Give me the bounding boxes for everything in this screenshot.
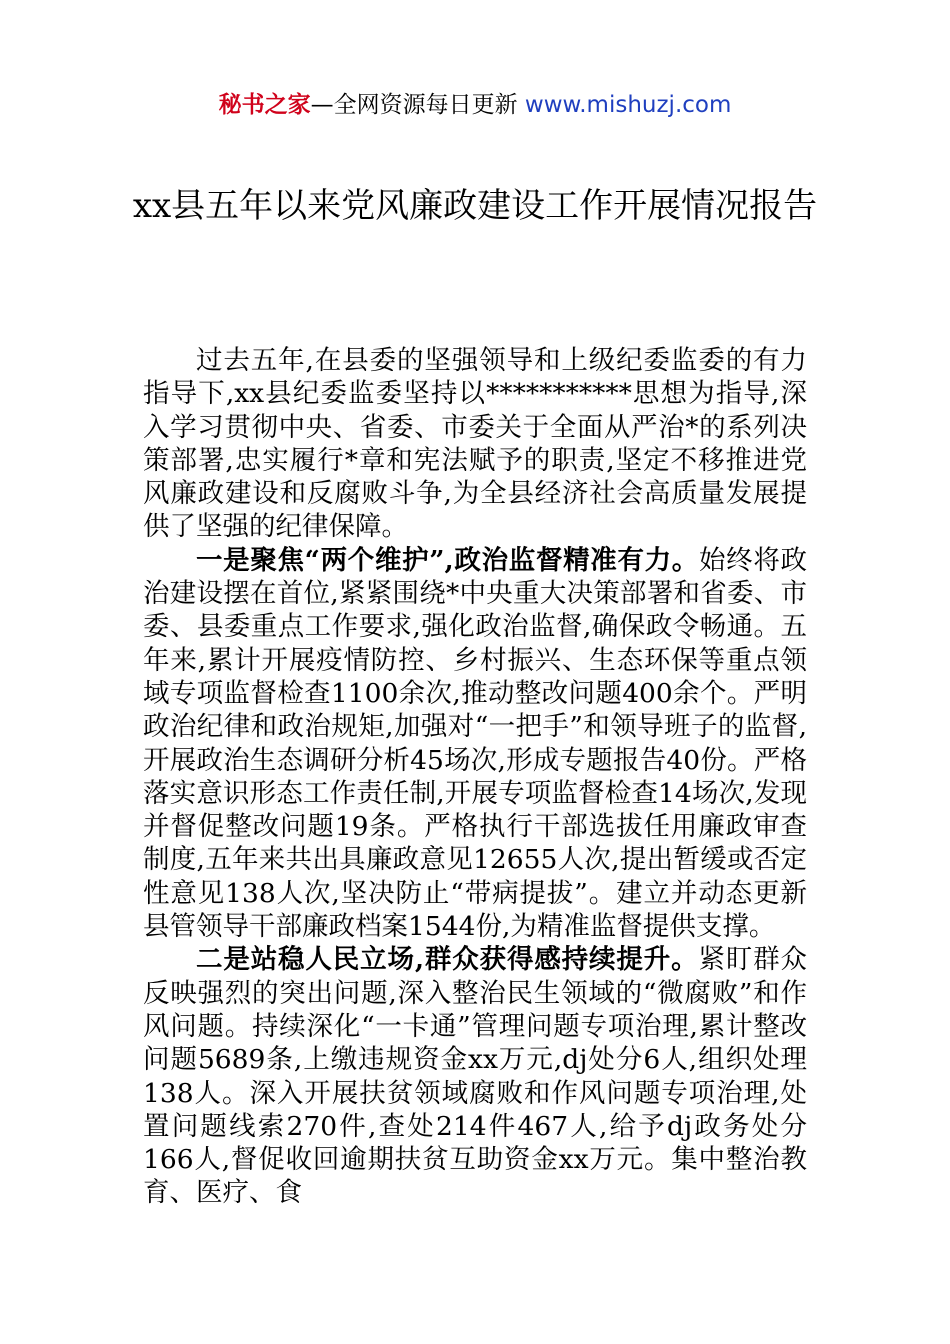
- site-header: [0, 90, 950, 120]
- brand-name: 秘书之家: [218, 92, 311, 118]
- paragraph-lead: 二是站稳人民立场,群众获得感持续提升。: [196, 944, 699, 976]
- paragraph-text: 过去五年,在县委的坚强领导和上级纪委监委的有力指导下,xx县纪委监委坚持以***********思想为指导,深入学习贯彻中央、省委、市委关于全面从严治*的系列决策部署,忠实履行*章和宪法赋予的职责,坚定不移推进党风廉政建设和反腐败斗争,为全县经济社会高质量发展提供了坚强的纪律保障。: [143, 345, 807, 543]
- paragraph-intro: [143, 344, 807, 544]
- paragraph-text: 始终将政治建设摆在首位,紧紧围绕*中央重大决策部署和省委、市委、县委重点工作要求,强化政治监督,确保政令畅通。五年来,累计开展疫情防控、乡村振兴、生态环保等重点领域专项监督检查1100余次,推动整改问题400余个。严明政治纪律和政治规矩,加强对“一把手”和领导班子的监督,开展政治生态调研分析45场次,形成专题报告40份。严格落实意识形态工作责任制,开展专项监督检查14场次,发现并督促整改问题19条。严格执行干部选拔任用廉政审查制度,五年来共出具廉政意见12655人次,提出暂缓或否定性意见138人次,坚决防止“带病提拔”。建立并动态更新县管领导干部廉政档案1544份,为精准监督提供支撑。: [143, 544, 807, 943]
- paragraph-text: 紧盯群众反映强烈的突出问题,深入整治民生领域的“微腐败”和作风问题。持续深化“一卡通”管理问题专项治理,累计整改问题5689条,上缴违规资金xx万元,dj处分6人,组织处理138人。深入开展扶贫领域腐败和作风问题专项治理,处置问题线索270件,查处214件467人,给予dj政务处分166人,督促收回逾期扶贫互助资金xx万元。集中整治教育、医疗、食: [143, 944, 807, 1209]
- paragraph-lead: 一是聚焦“两个维护”,政治监督精准有力。: [196, 544, 699, 576]
- document-body: [143, 344, 807, 1210]
- paragraph-political-supervision: [143, 544, 807, 944]
- header-tagline: —全网资源每日更新: [310, 92, 525, 118]
- document-title: xx县五年以来党风廉政建设工作开展情况报告: [132, 186, 818, 226]
- site-url: www.mishuzj.com: [524, 92, 732, 118]
- paragraph-people-stance: [143, 943, 807, 1209]
